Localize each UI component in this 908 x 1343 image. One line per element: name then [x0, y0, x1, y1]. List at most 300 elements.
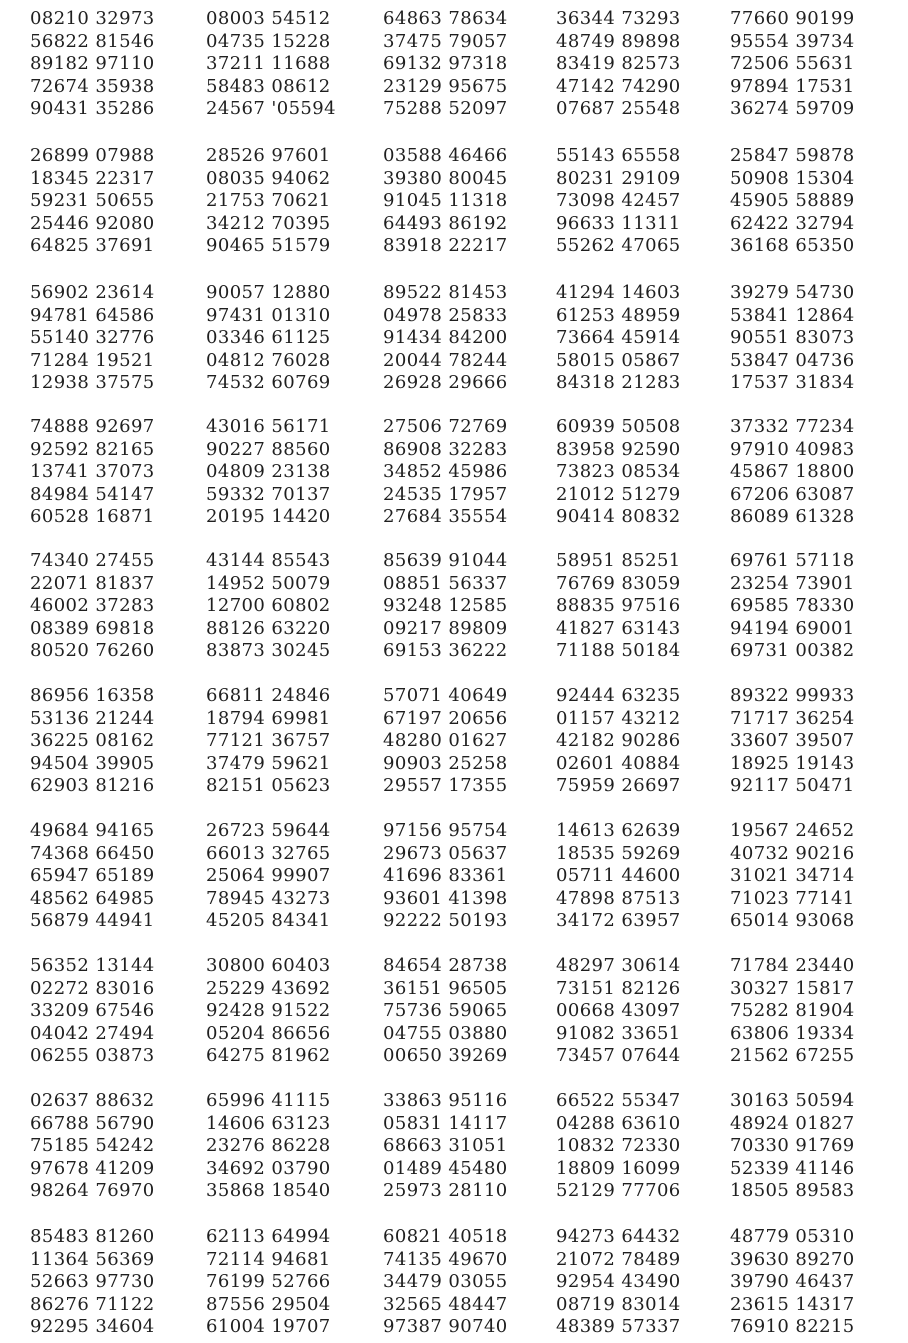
number-group-cell: 30163 50594: [730, 1090, 855, 1111]
number-group-cell: 95554 39734: [730, 30, 855, 52]
number-row: [30, 1135, 890, 1158]
number-group-cell: 23129 95675: [383, 75, 508, 97]
number-group-cell: 90227 88560: [206, 438, 331, 460]
number-group-cell: 86956 16358: [30, 685, 155, 706]
number-block: [30, 550, 890, 663]
number-group-cell: 60939 50508: [556, 416, 681, 437]
number-group-cell: 37479 59621: [206, 752, 331, 774]
number-group-cell: 21562 67255: [730, 1045, 855, 1067]
number-group-cell: 91434 84200: [383, 327, 508, 349]
number-group-cell: 39380 80045: [383, 167, 508, 189]
number-row: [30, 8, 890, 31]
number-row: [30, 484, 890, 507]
number-group-cell: 34172 63957: [556, 910, 681, 932]
number-row: [30, 76, 890, 99]
number-group-cell: 26723 59644: [206, 820, 331, 841]
number-group-cell: 65996 41115: [206, 1090, 331, 1111]
number-row: [30, 31, 890, 54]
number-group-cell: 61004 19707: [206, 1316, 331, 1338]
number-group-cell: 72674 35938: [30, 75, 155, 97]
number-group-cell: 92295 34604: [30, 1316, 155, 1338]
number-group-cell: 39790 46437: [730, 1271, 855, 1293]
number-group-cell: 08389 69818: [30, 617, 155, 639]
number-block: [30, 1226, 890, 1339]
number-group-cell: 89322 99933: [730, 685, 855, 706]
number-group-cell: 21012 51279: [556, 483, 681, 505]
number-row: [30, 439, 890, 462]
number-group-cell: 19567 24652: [730, 820, 855, 841]
number-group-cell: 56879 44941: [30, 910, 155, 932]
number-group-cell: 42182 90286: [556, 730, 681, 752]
number-group-cell: 69585 78330: [730, 595, 855, 617]
number-group-cell: 25973 28110: [383, 1180, 508, 1202]
number-row: [30, 843, 890, 866]
number-group-cell: 58483 08612: [206, 75, 331, 97]
number-group-cell: 70330 91769: [730, 1135, 855, 1157]
number-group-cell: 56902 23614: [30, 282, 155, 303]
number-group-cell: 29557 17355: [383, 775, 508, 797]
number-group-cell: 04755 03880: [383, 1022, 508, 1044]
number-group-cell: 55140 32776: [30, 327, 155, 349]
number-group-cell: 36344 73293: [556, 8, 681, 29]
number-row: [30, 775, 890, 798]
number-group-cell: 56352 13144: [30, 955, 155, 976]
number-group-cell: 17537 31834: [730, 372, 855, 394]
number-group-cell: 97156 95754: [383, 820, 508, 841]
number-group-cell: 43016 56171: [206, 416, 331, 437]
number-group-cell: 61253 48959: [556, 304, 681, 326]
number-group-cell: 14952 50079: [206, 572, 331, 594]
number-group-cell: 29673 05637: [383, 842, 508, 864]
number-group-cell: 84654 28738: [383, 955, 508, 976]
number-group-cell: 94504 39905: [30, 752, 155, 774]
number-group-cell: 18794 69981: [206, 707, 331, 729]
number-group-cell: 23615 14317: [730, 1293, 855, 1315]
number-group-cell: 03346 61125: [206, 327, 331, 349]
number-group-cell: 74532 60769: [206, 372, 331, 394]
number-group-cell: 82151 05623: [206, 775, 331, 797]
number-group-cell: 66788 56790: [30, 1112, 155, 1134]
number-group-cell: 57071 40649: [383, 685, 508, 706]
number-group-cell: 36274 59709: [730, 98, 855, 120]
number-group-cell: 96633 11311: [556, 212, 681, 234]
number-group-cell: 37475 79057: [383, 30, 508, 52]
number-row: [30, 1158, 890, 1181]
number-group-cell: 68663 31051: [383, 1135, 508, 1157]
number-group-cell: 83918 22217: [383, 235, 508, 257]
number-group-cell: 73823 08534: [556, 461, 681, 483]
number-row: [30, 53, 890, 76]
number-group-cell: 74135 49670: [383, 1248, 508, 1270]
number-group-cell: 64275 81962: [206, 1045, 331, 1067]
number-group-cell: 23254 73901: [730, 572, 855, 594]
number-group-cell: 46002 37283: [30, 595, 155, 617]
number-group-cell: 45205 84341: [206, 910, 331, 932]
number-group-cell: 55143 65558: [556, 145, 681, 166]
number-group-cell: 48749 89898: [556, 30, 681, 52]
number-group-cell: 28526 97601: [206, 145, 331, 166]
number-block: [30, 1090, 890, 1203]
number-group-cell: 36168 65350: [730, 235, 855, 257]
number-row: [30, 190, 890, 213]
number-group-cell: 73664 45914: [556, 327, 681, 349]
number-group-cell: 62113 64994: [206, 1226, 331, 1247]
number-row: [30, 372, 890, 395]
number-group-cell: 94273 64432: [556, 1226, 681, 1247]
number-row: [30, 753, 890, 776]
number-group-cell: 74340 27455: [30, 550, 155, 571]
number-group-cell: 45867 18800: [730, 461, 855, 483]
number-group-cell: 01489 45480: [383, 1157, 508, 1179]
number-group-cell: 41827 63143: [556, 617, 681, 639]
number-group-cell: 23276 86228: [206, 1135, 331, 1157]
number-group-cell: 90551 83073: [730, 327, 855, 349]
number-group-cell: 27684 35554: [383, 506, 508, 528]
number-group-cell: 10832 72330: [556, 1135, 681, 1157]
number-group-cell: 71717 36254: [730, 707, 855, 729]
number-row: [30, 350, 890, 373]
number-group-cell: 21072 78489: [556, 1248, 681, 1270]
number-group-cell: 66811 24846: [206, 685, 331, 706]
number-group-cell: 69153 36222: [383, 640, 508, 662]
number-group-cell: 07687 25548: [556, 98, 681, 120]
number-row: [30, 168, 890, 191]
number-row: [30, 865, 890, 888]
number-group-cell: 39279 54730: [730, 282, 855, 303]
number-group-cell: 25446 92080: [30, 212, 155, 234]
number-row: [30, 573, 890, 596]
number-group-cell: 92444 63235: [556, 685, 681, 706]
number-group-cell: 02272 83016: [30, 977, 155, 999]
number-group-cell: 05204 86656: [206, 1022, 331, 1044]
number-group-cell: 73151 82126: [556, 977, 681, 999]
number-group-cell: 91082 33651: [556, 1022, 681, 1044]
number-group-cell: 84318 21283: [556, 372, 681, 394]
number-group-cell: 73098 42457: [556, 190, 681, 212]
number-group-cell: 58015 05867: [556, 349, 681, 371]
number-group-cell: 25064 99907: [206, 865, 331, 887]
number-group-cell: 04978 25833: [383, 304, 508, 326]
number-group-cell: 86089 61328: [730, 506, 855, 528]
number-group-cell: 97910 40983: [730, 438, 855, 460]
number-group-cell: 48779 05310: [730, 1226, 855, 1247]
number-group-cell: 86908 32283: [383, 438, 508, 460]
number-group-cell: 75185 54242: [30, 1135, 155, 1157]
number-group-cell: 92592 82165: [30, 438, 155, 460]
number-group-cell: 90414 80832: [556, 506, 681, 528]
number-group-cell: 90431 35286: [30, 98, 155, 120]
number-group-cell: 25847 59878: [730, 145, 855, 166]
number-group-cell: 48280 01627: [383, 730, 508, 752]
number-group-cell: 24567 '05594: [206, 98, 336, 120]
number-group-cell: 49684 94165: [30, 820, 155, 841]
number-group-cell: 97387 90740: [383, 1316, 508, 1338]
number-group-cell: 14606 63123: [206, 1112, 331, 1134]
number-row: [30, 708, 890, 731]
number-group-cell: 71784 23440: [730, 955, 855, 976]
number-group-cell: 00650 39269: [383, 1045, 508, 1067]
number-group-cell: 94194 69001: [730, 617, 855, 639]
number-block: [30, 8, 890, 121]
number-row: [30, 640, 890, 663]
number-group-cell: 34852 45986: [383, 461, 508, 483]
number-group-cell: 34692 03790: [206, 1157, 331, 1179]
number-group-cell: 76199 52766: [206, 1271, 331, 1293]
number-group-cell: 75282 81904: [730, 1000, 855, 1022]
number-group-cell: 80231 29109: [556, 167, 681, 189]
number-group-cell: 92222 50193: [383, 910, 508, 932]
number-group-cell: 04809 23138: [206, 461, 331, 483]
number-row: [30, 888, 890, 911]
number-group-cell: 48297 30614: [556, 955, 681, 976]
number-group-cell: 02637 88632: [30, 1090, 155, 1111]
number-group-cell: 05711 44600: [556, 865, 681, 887]
number-row: [30, 1294, 890, 1317]
number-group-cell: 22071 81837: [30, 572, 155, 594]
number-group-cell: 66013 32765: [206, 842, 331, 864]
number-group-cell: 09217 89809: [383, 617, 508, 639]
number-group-cell: 75959 26697: [556, 775, 681, 797]
number-group-cell: 77660 90199: [730, 8, 855, 29]
number-row: [30, 1226, 890, 1249]
number-row: [30, 1180, 890, 1203]
number-group-cell: 43144 85543: [206, 550, 331, 571]
number-group-cell: 78945 43273: [206, 887, 331, 909]
number-group-cell: 25229 43692: [206, 977, 331, 999]
number-group-cell: 76769 83059: [556, 572, 681, 594]
number-group-cell: 47898 87513: [556, 887, 681, 909]
number-group-cell: 72114 94681: [206, 1248, 331, 1270]
number-row: [30, 213, 890, 236]
number-group-cell: 67206 63087: [730, 483, 855, 505]
number-group-cell: 88126 63220: [206, 617, 331, 639]
number-group-cell: 11364 56369: [30, 1248, 155, 1270]
number-group-cell: 27506 72769: [383, 416, 508, 437]
number-group-cell: 58951 85251: [556, 550, 681, 571]
number-group-cell: 02601 40884: [556, 752, 681, 774]
number-group-cell: 75288 52097: [383, 98, 508, 120]
number-group-cell: 26899 07988: [30, 145, 155, 166]
number-group-cell: 94781 64586: [30, 304, 155, 326]
number-group-cell: 83958 92590: [556, 438, 681, 460]
number-group-cell: 08210 32973: [30, 8, 155, 29]
number-block: [30, 282, 890, 395]
number-group-cell: 71023 77141: [730, 887, 855, 909]
number-group-cell: 08851 56337: [383, 572, 508, 594]
number-group-cell: 60821 40518: [383, 1226, 508, 1247]
number-group-cell: 71284 19521: [30, 349, 155, 371]
number-group-cell: 34479 03055: [383, 1271, 508, 1293]
number-group-cell: 69132 97318: [383, 53, 508, 75]
number-group-cell: 36151 96505: [383, 977, 508, 999]
number-group-cell: 89182 97110: [30, 53, 155, 75]
number-group-cell: 67197 20656: [383, 707, 508, 729]
number-group-cell: 87556 29504: [206, 1293, 331, 1315]
number-group-cell: 77121 36757: [206, 730, 331, 752]
number-group-cell: 35868 18540: [206, 1180, 331, 1202]
number-group-cell: 71188 50184: [556, 640, 681, 662]
number-group-cell: 18925 19143: [730, 752, 855, 774]
number-group-cell: 62422 32794: [730, 212, 855, 234]
number-group-cell: 08035 94062: [206, 167, 331, 189]
number-row: [30, 1023, 890, 1046]
number-group-cell: 12700 60802: [206, 595, 331, 617]
number-group-cell: 03588 46466: [383, 145, 508, 166]
number-group-cell: 63806 19334: [730, 1022, 855, 1044]
number-group-cell: 90465 51579: [206, 235, 331, 257]
number-group-cell: 88835 97516: [556, 595, 681, 617]
number-group-cell: 13741 37073: [30, 461, 155, 483]
number-group-cell: 69761 57118: [730, 550, 855, 571]
number-group-cell: 69731 00382: [730, 640, 855, 662]
number-block: [30, 685, 890, 798]
number-group-cell: 75736 59065: [383, 1000, 508, 1022]
number-group-cell: 45905 58889: [730, 190, 855, 212]
number-row: [30, 1090, 890, 1113]
number-group-cell: 18505 89583: [730, 1180, 855, 1202]
number-group-cell: 66522 55347: [556, 1090, 681, 1111]
number-group-cell: 24535 17957: [383, 483, 508, 505]
number-group-cell: 65014 93068: [730, 910, 855, 932]
number-group-cell: 12938 37575: [30, 372, 155, 394]
number-group-cell: 08003 54512: [206, 8, 331, 29]
number-group-cell: 59231 50655: [30, 190, 155, 212]
number-group-cell: 80520 76260: [30, 640, 155, 662]
number-group-cell: 48562 64985: [30, 887, 155, 909]
number-group-cell: 30327 15817: [730, 977, 855, 999]
number-group-cell: 50908 15304: [730, 167, 855, 189]
number-row: [30, 461, 890, 484]
number-group-cell: 53841 12864: [730, 304, 855, 326]
number-group-cell: 60528 16871: [30, 506, 155, 528]
number-group-cell: 32565 48447: [383, 1293, 508, 1315]
number-row: [30, 820, 890, 843]
number-row: [30, 1249, 890, 1272]
number-row: [30, 618, 890, 641]
number-row: [30, 550, 890, 573]
number-group-cell: 74888 92697: [30, 416, 155, 437]
number-row: [30, 595, 890, 618]
number-group-cell: 04812 76028: [206, 349, 331, 371]
number-group-cell: 41294 14603: [556, 282, 681, 303]
number-group-cell: 05831 14117: [383, 1112, 508, 1134]
number-row: [30, 98, 890, 121]
number-row: [30, 327, 890, 350]
number-group-cell: 92954 43490: [556, 1271, 681, 1293]
number-group-cell: 37332 77234: [730, 416, 855, 437]
number-group-cell: 21753 70621: [206, 190, 331, 212]
number-row: [30, 1113, 890, 1136]
number-row: [30, 685, 890, 708]
number-group-cell: 48389 57337: [556, 1316, 681, 1338]
number-group-cell: 18809 16099: [556, 1157, 681, 1179]
number-row: [30, 1045, 890, 1068]
number-group-cell: 85483 81260: [30, 1226, 155, 1247]
number-group-cell: 90903 25258: [383, 752, 508, 774]
number-group-cell: 93248 12585: [383, 595, 508, 617]
number-group-cell: 40732 90216: [730, 842, 855, 864]
number-group-cell: 39630 89270: [730, 1248, 855, 1270]
number-group-cell: 33607 39507: [730, 730, 855, 752]
number-group-cell: 85639 91044: [383, 550, 508, 571]
number-group-cell: 04288 63610: [556, 1112, 681, 1134]
number-group-cell: 56822 81546: [30, 30, 155, 52]
number-group-cell: 64825 37691: [30, 235, 155, 257]
number-block: [30, 416, 890, 529]
number-group-cell: 97894 17531: [730, 75, 855, 97]
number-group-cell: 98264 76970: [30, 1180, 155, 1202]
number-block: [30, 820, 890, 933]
number-group-cell: 06255 03873: [30, 1045, 155, 1067]
number-group-cell: 52663 97730: [30, 1271, 155, 1293]
number-group-cell: 97431 01310: [206, 304, 331, 326]
number-group-cell: 72506 55631: [730, 53, 855, 75]
number-group-cell: 14613 62639: [556, 820, 681, 841]
number-group-cell: 83419 82573: [556, 53, 681, 75]
number-group-cell: 31021 34714: [730, 865, 855, 887]
number-row: [30, 1000, 890, 1023]
number-group-cell: 59332 70137: [206, 483, 331, 505]
number-block: [30, 955, 890, 1068]
number-row: [30, 235, 890, 258]
number-row: [30, 282, 890, 305]
number-group-cell: 08719 83014: [556, 1293, 681, 1315]
number-group-cell: 34212 70395: [206, 212, 331, 234]
number-group-cell: 30800 60403: [206, 955, 331, 976]
number-group-cell: 26928 29666: [383, 372, 508, 394]
number-group-cell: 84984 54147: [30, 483, 155, 505]
number-row: [30, 416, 890, 439]
number-group-cell: 41696 83361: [383, 865, 508, 887]
number-group-cell: 92117 50471: [730, 775, 855, 797]
number-row: [30, 1316, 890, 1339]
number-group-cell: 90057 12880: [206, 282, 331, 303]
number-group-cell: 33863 95116: [383, 1090, 508, 1111]
number-group-cell: 53847 04736: [730, 349, 855, 371]
number-row: [30, 1271, 890, 1294]
number-group-cell: 76910 82215: [730, 1316, 855, 1338]
number-block: [30, 145, 890, 258]
number-group-cell: 83873 30245: [206, 640, 331, 662]
number-group-cell: 53136 21244: [30, 707, 155, 729]
number-group-cell: 47142 74290: [556, 75, 681, 97]
number-group-cell: 55262 47065: [556, 235, 681, 257]
number-group-cell: 18535 59269: [556, 842, 681, 864]
number-group-cell: 92428 91522: [206, 1000, 331, 1022]
number-group-cell: 86276 71122: [30, 1293, 155, 1315]
number-row: [30, 955, 890, 978]
number-row: [30, 506, 890, 529]
number-group-cell: 20044 78244: [383, 349, 508, 371]
number-group-cell: 48924 01827: [730, 1112, 855, 1134]
number-group-cell: 64863 78634: [383, 8, 508, 29]
number-group-cell: 52129 77706: [556, 1180, 681, 1202]
number-group-cell: 74368 66450: [30, 842, 155, 864]
number-row: [30, 145, 890, 168]
number-row: [30, 978, 890, 1001]
number-group-cell: 33209 67546: [30, 1000, 155, 1022]
number-group-cell: 36225 08162: [30, 730, 155, 752]
number-row: [30, 910, 890, 933]
number-group-cell: 01157 43212: [556, 707, 681, 729]
number-row: [30, 305, 890, 328]
number-group-cell: 04735 15228: [206, 30, 331, 52]
number-group-cell: 62903 81216: [30, 775, 155, 797]
number-group-cell: 20195 14420: [206, 506, 331, 528]
number-group-cell: 04042 27494: [30, 1022, 155, 1044]
number-group-cell: 65947 65189: [30, 865, 155, 887]
number-group-cell: 52339 41146: [730, 1157, 855, 1179]
